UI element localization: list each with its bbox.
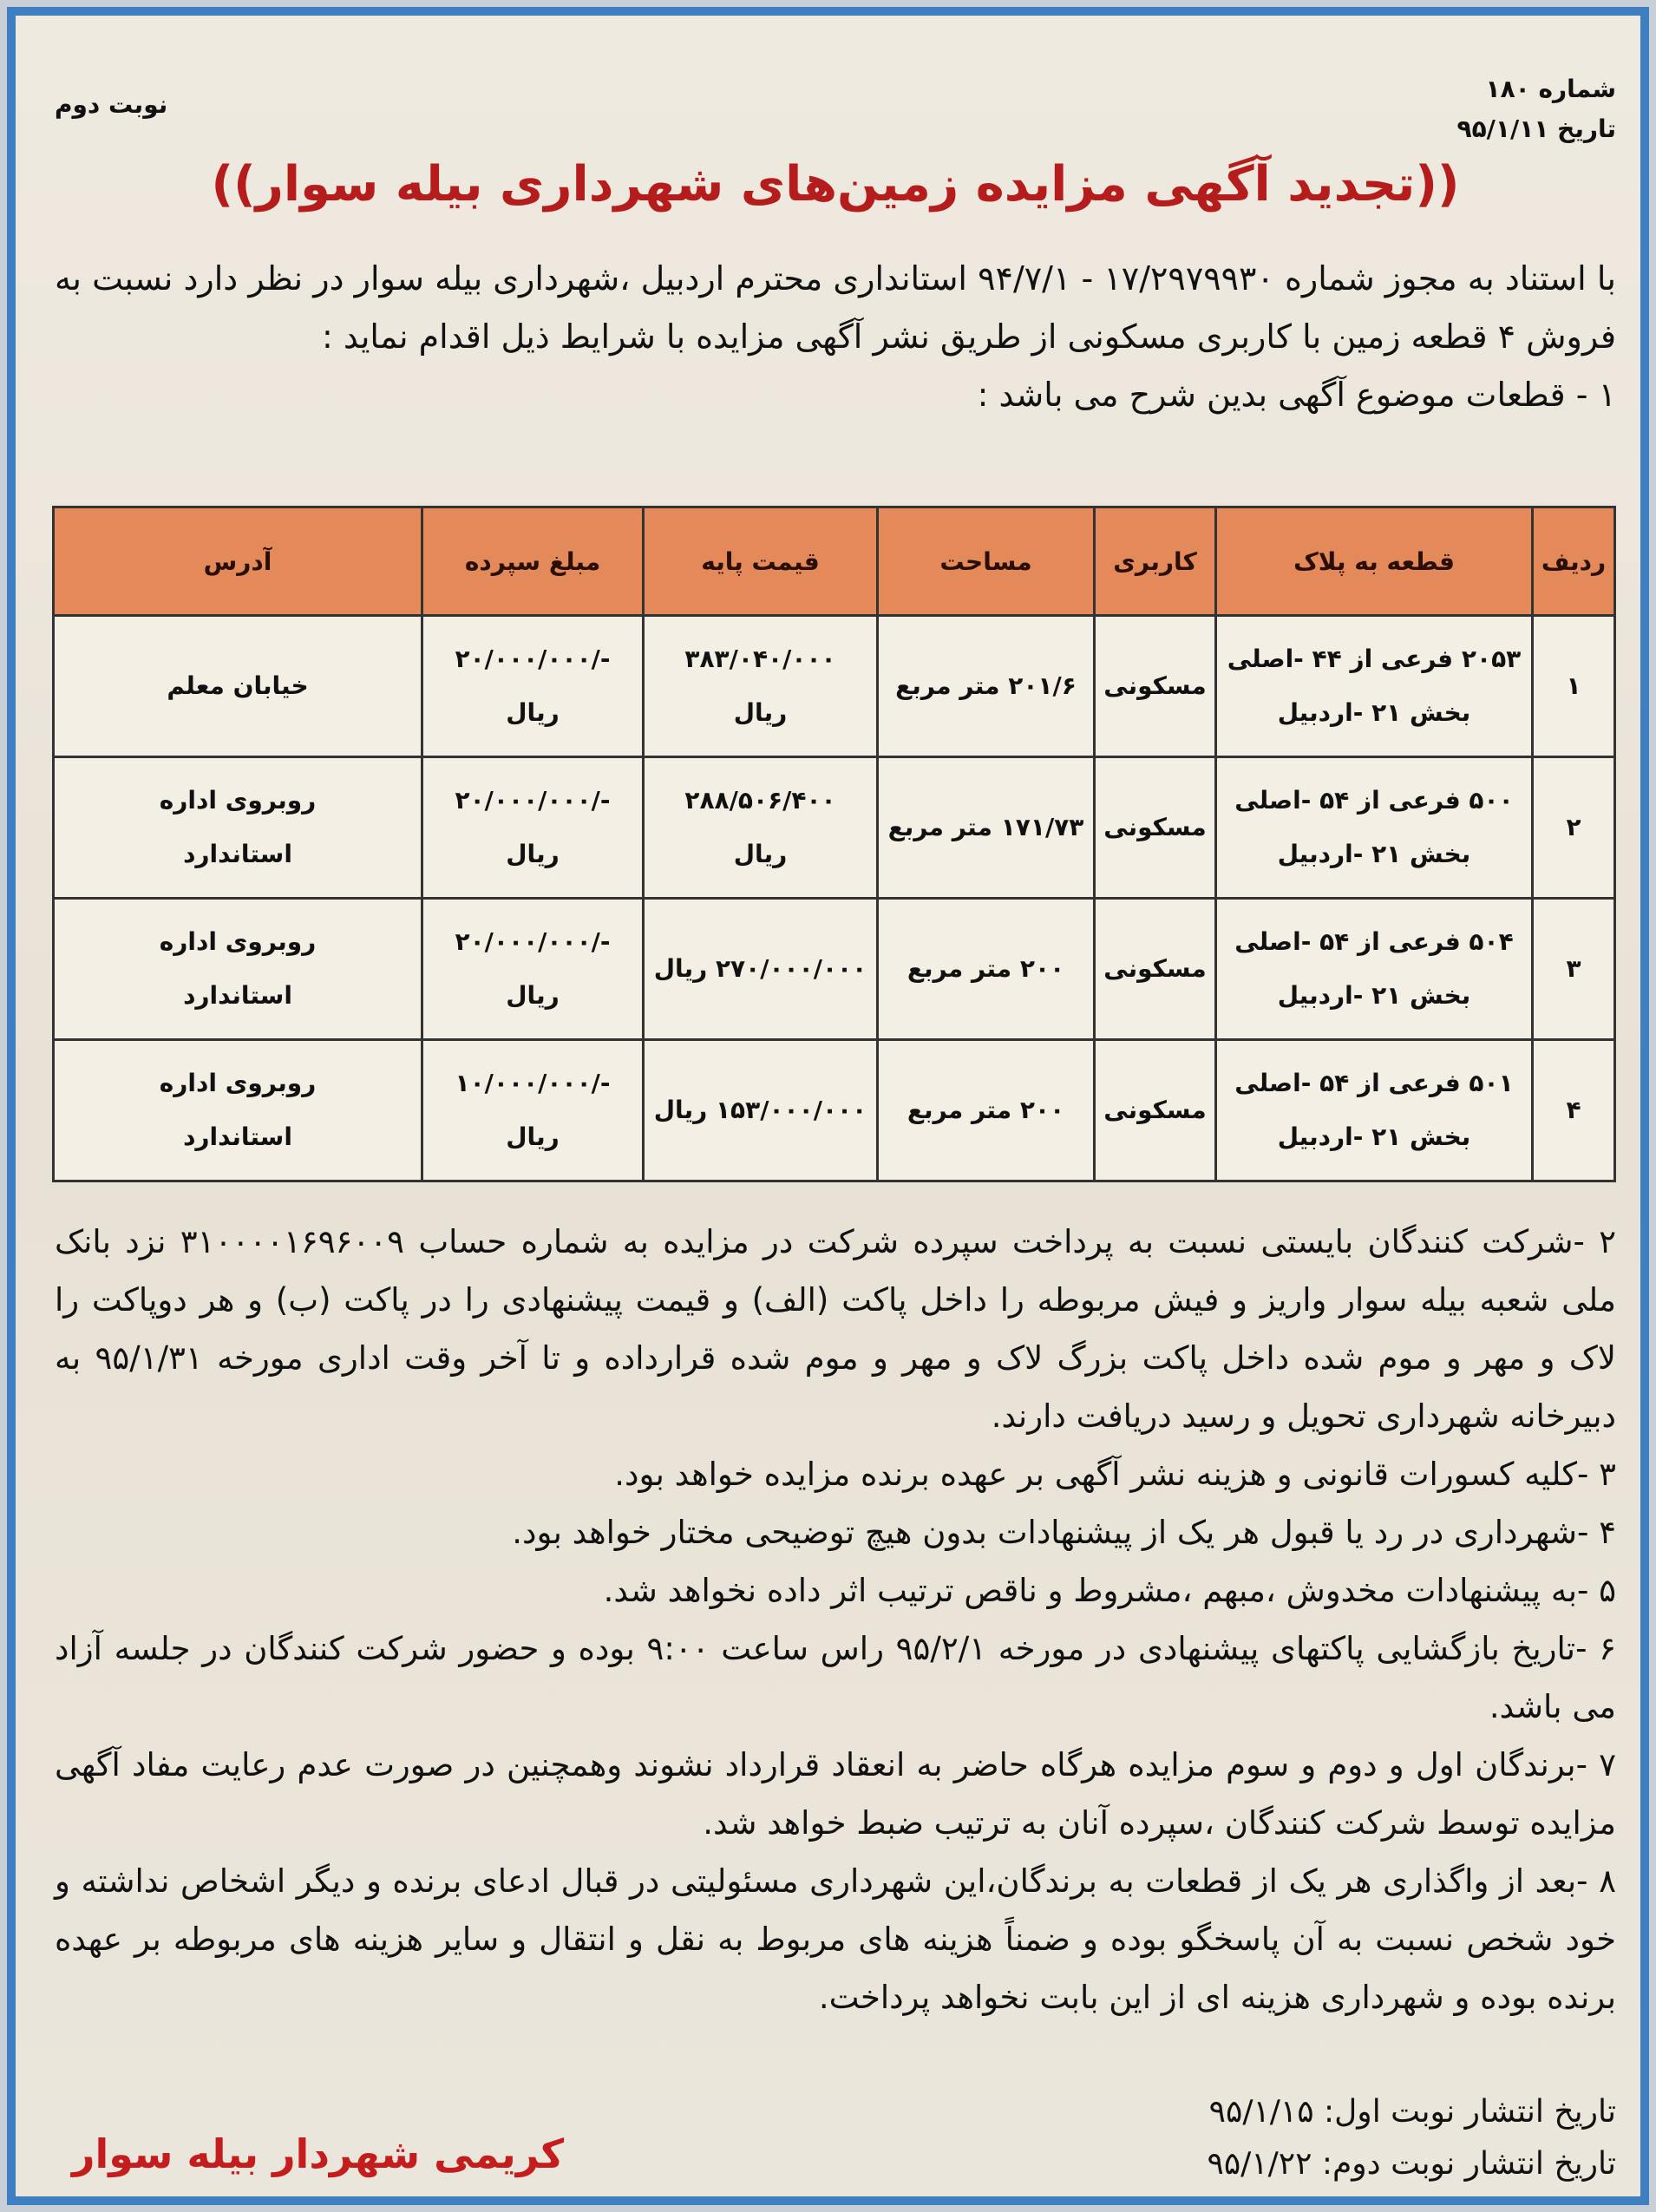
cell-usage: مسکونی xyxy=(1095,616,1216,757)
cell-plot xyxy=(1216,616,1533,757)
cell-usage: مسکونی xyxy=(1095,899,1216,1040)
plot-line: بخش ۲۱ -اردبیل xyxy=(1277,840,1471,868)
cell-base-price xyxy=(644,757,878,899)
clause-1: ۱ - قطعات موضوع آگهی بدین شرح می باشد : xyxy=(977,376,1616,414)
deposit-line: ریال xyxy=(506,981,560,1010)
cell-address xyxy=(54,899,422,1040)
clause-4: ۴ -شهرداری در رد یا قبول هر یک از پیشنهادات بدون هیچ توضیحی مختار خواهد بود. xyxy=(512,1514,1616,1551)
clause-2: ۲ -شرکت کنندگان بایستی نسبت به پرداخت سپرده شرکت در مزایده به شماره حساب ۳۱۰۰۰۰۱۶۹۶۰۰۹ نزد بانک ملی شعبه بیله سوار واریز و فیش مربوطه را داخل پاکت (الف) و قیمت پیشنهادی را در پاکت (ب) و هر دوپاکت را لاک و مهر و موم شده داخل پاکت بزرگ لاک و مهر و موم شده قرارداده و تا آخر وقت اداری مورخه ۹۵/۱/۳۱ به دبیرخانه شهرداری تحویل و رسید دریافت دارند. xyxy=(55,1223,1616,1435)
deposit-line: ریال xyxy=(506,840,560,868)
header-area: مساحت xyxy=(878,507,1095,616)
notice-title: ((تجدید آگهی مزایده زمین‌های شهرداری بیله سوار)) xyxy=(211,156,1460,213)
header-address: آدرس xyxy=(54,507,422,616)
publication-dates xyxy=(1207,2086,1616,2190)
header-row-number: ردیف xyxy=(1533,507,1615,616)
cell-base-price xyxy=(644,899,878,1040)
price-line: ریال xyxy=(733,698,788,727)
deposit-line: -/۲۰/۰۰۰/۰۰۰ xyxy=(455,645,611,673)
cell-area: ۱۷۱/۷۳ متر مربع xyxy=(878,757,1095,899)
auction-notice xyxy=(55,59,1617,2182)
cell-row-number: ۱ xyxy=(1533,616,1615,757)
cell-deposit xyxy=(422,757,644,899)
table-row xyxy=(54,757,1615,899)
deposit-line: -/۲۰/۰۰۰/۰۰۰ xyxy=(455,927,611,956)
address-line: روبروی اداره xyxy=(159,927,317,956)
address-line: روبروی اداره xyxy=(159,1069,317,1097)
publication-round: نوبت دوم xyxy=(55,90,168,119)
cell-row-number: ۲ xyxy=(1533,757,1615,899)
table-row xyxy=(54,616,1615,757)
cell-base-price xyxy=(644,616,878,757)
header-base-price: قیمت پایه xyxy=(644,507,878,616)
address-line: استاندارد xyxy=(183,981,292,1010)
header-deposit: مبلغ سپرده xyxy=(422,507,644,616)
price-line: ۱۵۳/۰۰۰/۰۰۰ ریال xyxy=(653,1096,867,1124)
deposit-line: -/۲۰/۰۰۰/۰۰۰ xyxy=(455,786,611,815)
plot-line: بخش ۲۱ -اردبیل xyxy=(1277,981,1471,1010)
price-line: ریال xyxy=(733,840,788,868)
plot-line: ۵۰۱ فرعی از ۵۴ -اصلی xyxy=(1234,1069,1514,1097)
clause-8: ۸ -بعد از واگذاری هر یک از قطعات به برندگان،این شهرداری مسئولیتی در قبال ادعای برنده و دیگر اشخاص نداشته و خود شخص نسبت به آن پاسخگو بوده و ضمناً هزینه های مربوط به نقل و انتقال و سایر هزینه های مربوطه بر عهده برنده بوده و شهرداری هزینه ای از این بابت نخواهد پرداخت. xyxy=(55,1862,1616,2016)
cell-row-number: ۴ xyxy=(1533,1040,1615,1181)
conditions-list xyxy=(55,1213,1616,2026)
plot-line: بخش ۲۱ -اردبیل xyxy=(1277,698,1471,727)
first-publication-date: تاریخ انتشار نوبت اول: ۹۵/۱/۱۵ xyxy=(1208,2094,1616,2130)
cell-address xyxy=(54,757,422,899)
notice-date: تاریخ ۹۵/۱/۱۱ xyxy=(1456,115,1616,143)
price-line: ۳۸۳/۰۴۰/۰۰۰ xyxy=(684,645,836,673)
address-line: استاندارد xyxy=(183,840,292,868)
clause-5: ۵ -به پیشنهادات مخدوش ،مبهم ،مشروط و ناقص ترتیب اثر داده نخواهد شد. xyxy=(603,1572,1616,1609)
plot-line: ۲۰۵۳ فرعی از ۴۴ -اصلی xyxy=(1227,645,1522,673)
address-line: خیابان معلم xyxy=(167,671,309,700)
cell-area: ۲۰۰ متر مربع xyxy=(878,1040,1095,1181)
intro-paragraph: با استناد به مجوز شماره ۱۷/۲۹۷۹۹۳۰ - ۹۴/۷/۱ استانداری محترم اردبیل ،شهرداری بیله سوار در نظر دارد نسبت به فروش ۴ قطعه زمین با کاربری مسکونی از طریق نشر آگهی مزایده با شرایط ذیل اقدام نماید : xyxy=(55,259,1617,356)
table-row xyxy=(54,1040,1615,1181)
plots-table xyxy=(52,506,1616,1182)
mayor-signature: کریمی شهردار بیله سوار xyxy=(72,2130,565,2177)
cell-area: ۲۰۰ متر مربع xyxy=(878,899,1095,1040)
table-row xyxy=(54,899,1615,1040)
clause-7: ۷ -برندگان اول و دوم و سوم مزایده هرگاه حاضر به انعقاد قرارداد نشوند وهمچنین در صورت عدم رعایت مفاد آگهی مزایده توسط شرکت کنندگان ،سپرده آنان به ترتیب ضبط خواهد شد. xyxy=(55,1746,1616,1842)
plot-line: ۵۰۰ فرعی از ۵۴ -اصلی xyxy=(1234,786,1514,815)
address-line: استاندارد xyxy=(183,1122,292,1151)
table-header-row xyxy=(54,507,1615,616)
second-publication-date: تاریخ انتشار نوبت دوم: ۹۵/۱/۲۲ xyxy=(1207,2146,1616,2182)
cell-deposit xyxy=(422,1040,644,1181)
header-usage: کاربری xyxy=(1095,507,1216,616)
header-plot: قطعه به پلاک xyxy=(1216,507,1533,616)
cell-area: ۲۰۱/۶ متر مربع xyxy=(878,616,1095,757)
cell-plot xyxy=(1216,1040,1533,1181)
notice-number: شماره ۱۸۰ xyxy=(1485,75,1616,103)
clause-6: ۶ -تاریخ بازگشایی پاکتهای پیشنهادی در مورخه ۹۵/۲/۱ راس ساعت ۹:۰۰ بوده و حضور شرکت کنندگان در جلسه آزاد می باشد. xyxy=(55,1630,1617,1725)
cell-deposit xyxy=(422,899,644,1040)
plot-line: ۵۰۴ فرعی از ۵۴ -اصلی xyxy=(1234,927,1514,956)
deposit-line: -/۱۰/۰۰۰/۰۰۰ xyxy=(455,1069,611,1097)
price-line: ۲۷۰/۰۰۰/۰۰۰ ریال xyxy=(653,954,867,983)
address-line: روبروی اداره xyxy=(159,786,317,815)
price-line: ۲۸۸/۵۰۶/۴۰۰ xyxy=(684,786,836,815)
deposit-line: ریال xyxy=(506,698,560,727)
cell-address xyxy=(54,616,422,757)
cell-usage: مسکونی xyxy=(1095,757,1216,899)
newspaper-clipping xyxy=(7,7,1649,2205)
cell-plot xyxy=(1216,757,1533,899)
cell-base-price xyxy=(644,1040,878,1181)
cell-deposit xyxy=(422,616,644,757)
cell-row-number: ۳ xyxy=(1533,899,1615,1040)
deposit-line: ریال xyxy=(506,1122,560,1151)
intro-text xyxy=(55,250,1616,424)
cell-address xyxy=(54,1040,422,1181)
cell-plot xyxy=(1216,899,1533,1040)
cell-usage: مسکونی xyxy=(1095,1040,1216,1181)
clause-3: ۳ -کلیه کسورات قانونی و هزینه نشر آگهی بر عهده برنده مزایده خواهد بود. xyxy=(614,1456,1616,1493)
plot-line: بخش ۲۱ -اردبیل xyxy=(1277,1122,1471,1151)
